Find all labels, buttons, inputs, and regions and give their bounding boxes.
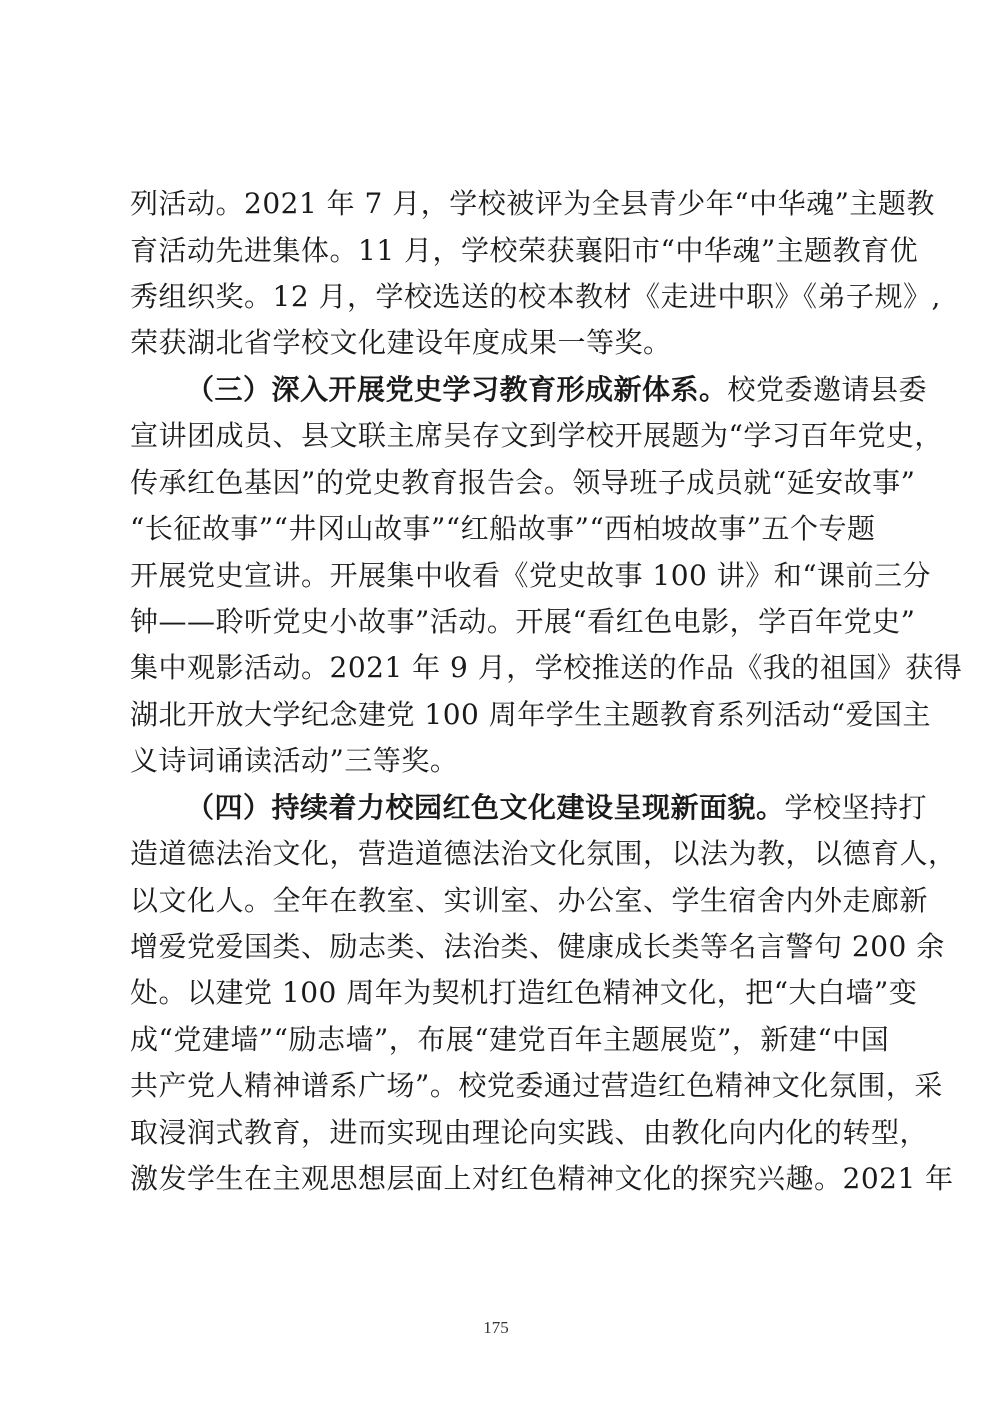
section-4-first-line-text: 学校坚持打 [784, 791, 928, 824]
paragraph-line: 集中观影活动。2021 年 9 月，学校推送的作品《我的祖国》获得 [130, 651, 963, 684]
paragraph-line: 共产党人精神谱系广场”。校党委通过营造红色精神文化氛围，采 [130, 1069, 943, 1102]
paragraph-line: 荣获湖北省学校文化建设年度成果一等奖。 [130, 326, 672, 359]
page-number: 175 [483, 1318, 509, 1337]
paragraph-line: 湖北开放大学纪念建党 100 周年学生主题教育系列活动“爱国主 [130, 698, 932, 731]
paragraph-line: 开展党史宣讲。开展集中收看《党史故事 100 讲》和“课前三分 [130, 559, 932, 592]
paragraph-line: 成“党建墙”“励志墙”，布展“建党百年主题展览”，新建“中国 [130, 1023, 890, 1056]
paragraph-line: “长征故事”“井冈山故事”“红船故事”“西柏坡故事”五个专题 [130, 512, 876, 545]
paragraph-line: 处。以建党 100 周年为契机打造红色精神文化，把“大白墙”变 [130, 976, 918, 1009]
paragraph-line: 宣讲团成员、县文联主席吴存文到学校开展题为“学习百年党史， [130, 419, 943, 452]
paragraph-line: 造道德法治文化，营造道德法治文化氛围，以法为教，以德育人， [130, 837, 957, 870]
section-3-heading: （三）深入开展党史学习教育形成新体系。 [186, 373, 728, 406]
paragraph-line: 取浸润式教育，进而实现由理论向实践、由教化向内化的转型， [130, 1116, 929, 1149]
section-3-first-line-text: 校党委邀请县委 [727, 373, 928, 406]
paragraph-line: 秀组织奖。12 月，学校选送的校本教材《走进中职》《弟子规》, [130, 280, 941, 313]
paragraph-line: 列活动。2021 年 7 月，学校被评为全县青少年“中华魂”主题教 [130, 187, 935, 220]
paragraph-line: 义诗词诵读活动”三等奖。 [130, 744, 459, 777]
paragraph-line: 以文化人。全年在教室、实训室、办公室、学生宿舍内外走廊新 [130, 884, 929, 917]
section-4-heading: （四）持续着力校园红色文化建设呈现新面貌。 [186, 791, 785, 824]
paragraph-line: 钟——聆听党史小故事”活动。开展“看红色电影，学百年党史” [130, 605, 916, 638]
paragraph-line: 激发学生在主观思想层面上对红色精神文化的探究兴趣。2021 年 [130, 1162, 954, 1195]
paragraph-line: 增爱党爱国类、励志类、法治类、健康成长类等名言警句 200 余 [130, 930, 945, 963]
paragraph-line: 育活动先进集体。11 月，学校荣获襄阳市“中华魂”主题教育优 [130, 234, 919, 267]
section-3-first-line [186, 367, 928, 413]
section-4-first-line [186, 785, 928, 831]
paragraph-line: 传承红色基因”的党史教育报告会。领导班子成员就“延安故事” [130, 466, 916, 499]
